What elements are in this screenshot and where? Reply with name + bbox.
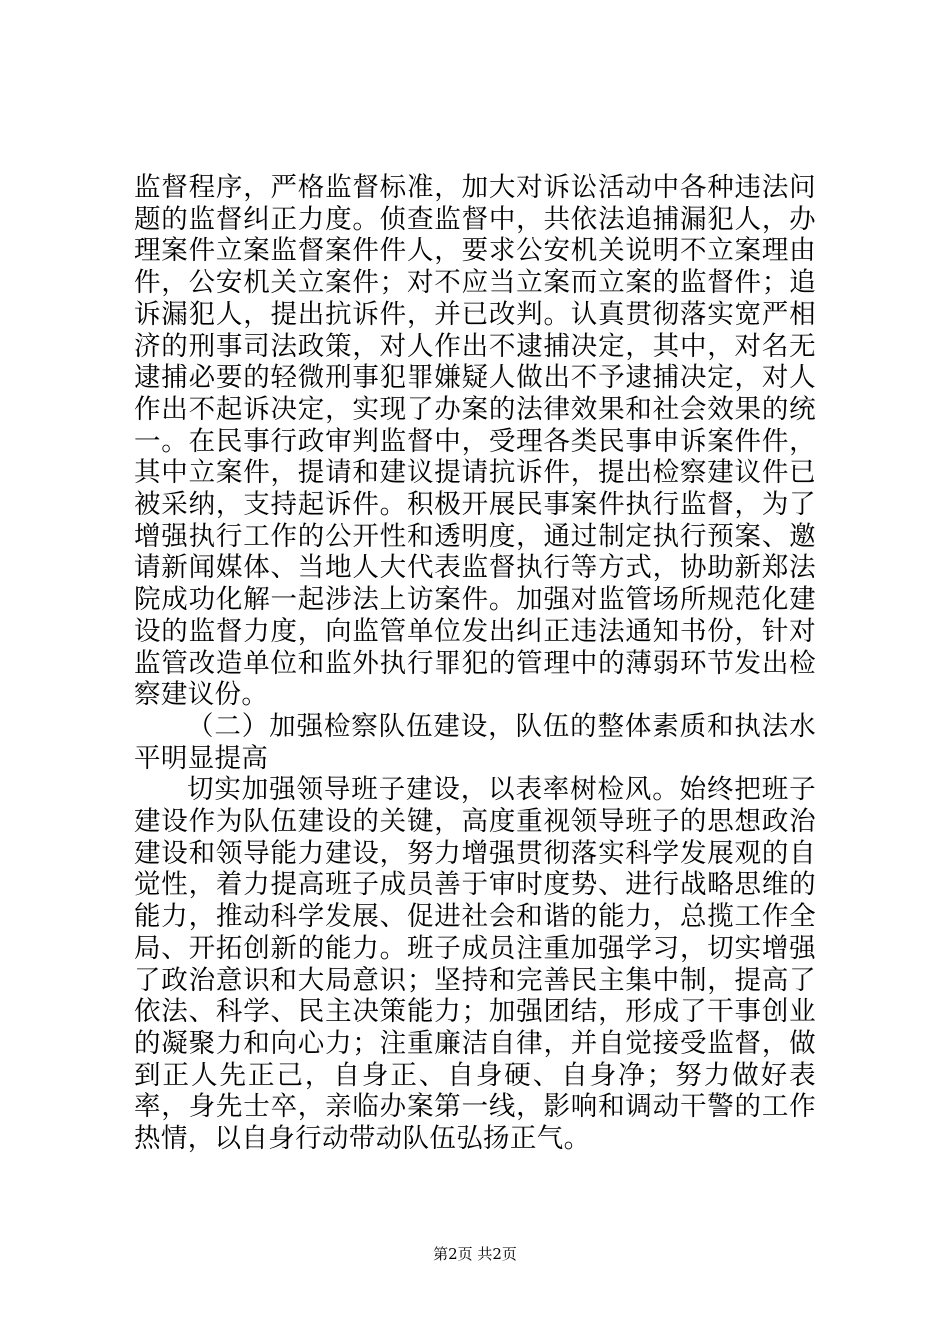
document-body	[134, 172, 816, 1155]
body-paragraph: 切实加强领导班子建设，以表率树检风。始终把班子建设作为队伍建设的关键，高度重视领导班子的思想政治建设和领导能力建设，努力增强贯彻落实科学发展观的自觉性，着力提高班子成员善于审时度势、进行战略思维的能力，推动科学发展、促进社会和谐的能力，总揽工作全局、开拓创新的能力。班子成员注重加强学习，切实增强了政治意识和大局意识；坚持和完善民主集中制，提高了依法、科学、民主决策能力；加强团结，形成了干事创业的凝聚力和向心力；注重廉洁自律，并自觉接受监督，做到正人先正己，自身正、自身硬、自身净；努力做好表率，身先士卒，亲临办案第一线，影响和调动干警的工作热情，以自身行动带动队伍弘扬正气。	[134, 774, 816, 1155]
body-paragraph-continued: 监督程序，严格监督标准，加大对诉讼活动中各种违法问题的监督纠正力度。侦查监督中，共依法追捕漏犯人，办理案件立案监督案件件人，要求公安机关说明不立案理由件，公安机关立案件；对不应当立案而立案的监督件；追诉漏犯人，提出抗诉件，并已改判。认真贯彻落实宽严相济的刑事司法政策，对人作出不逮捕决定，其中，对名无逮捕必要的轻微刑事犯罪嫌疑人做出不予逮捕决定，对人作出不起诉决定，实现了办案的法律效果和社会效果的统一。在民事行政审判监督中，受理各类民事申诉案件件，其中立案件，提请和建议提请抗诉件，提出检察建议件已被采纳，支持起诉件。积极开展民事案件执行监督，为了增强执行工作的公开性和透明度，通过制定执行预案、邀请新闻媒体、当地人大代表监督执行等方式，协助新郑法院成功化解一起涉法上访案件。加强对监管场所规范化建设的监督力度，向监管单位发出纠正违法通知书份，针对监管改造单位和监外执行罪犯的管理中的薄弱环节发出检察建议份。	[134, 172, 816, 711]
section-heading: （二）加强检察队伍建设，队伍的整体素质和执法水平明显提高	[134, 710, 816, 774]
page-number: 第2页 共2页	[433, 1245, 517, 1263]
